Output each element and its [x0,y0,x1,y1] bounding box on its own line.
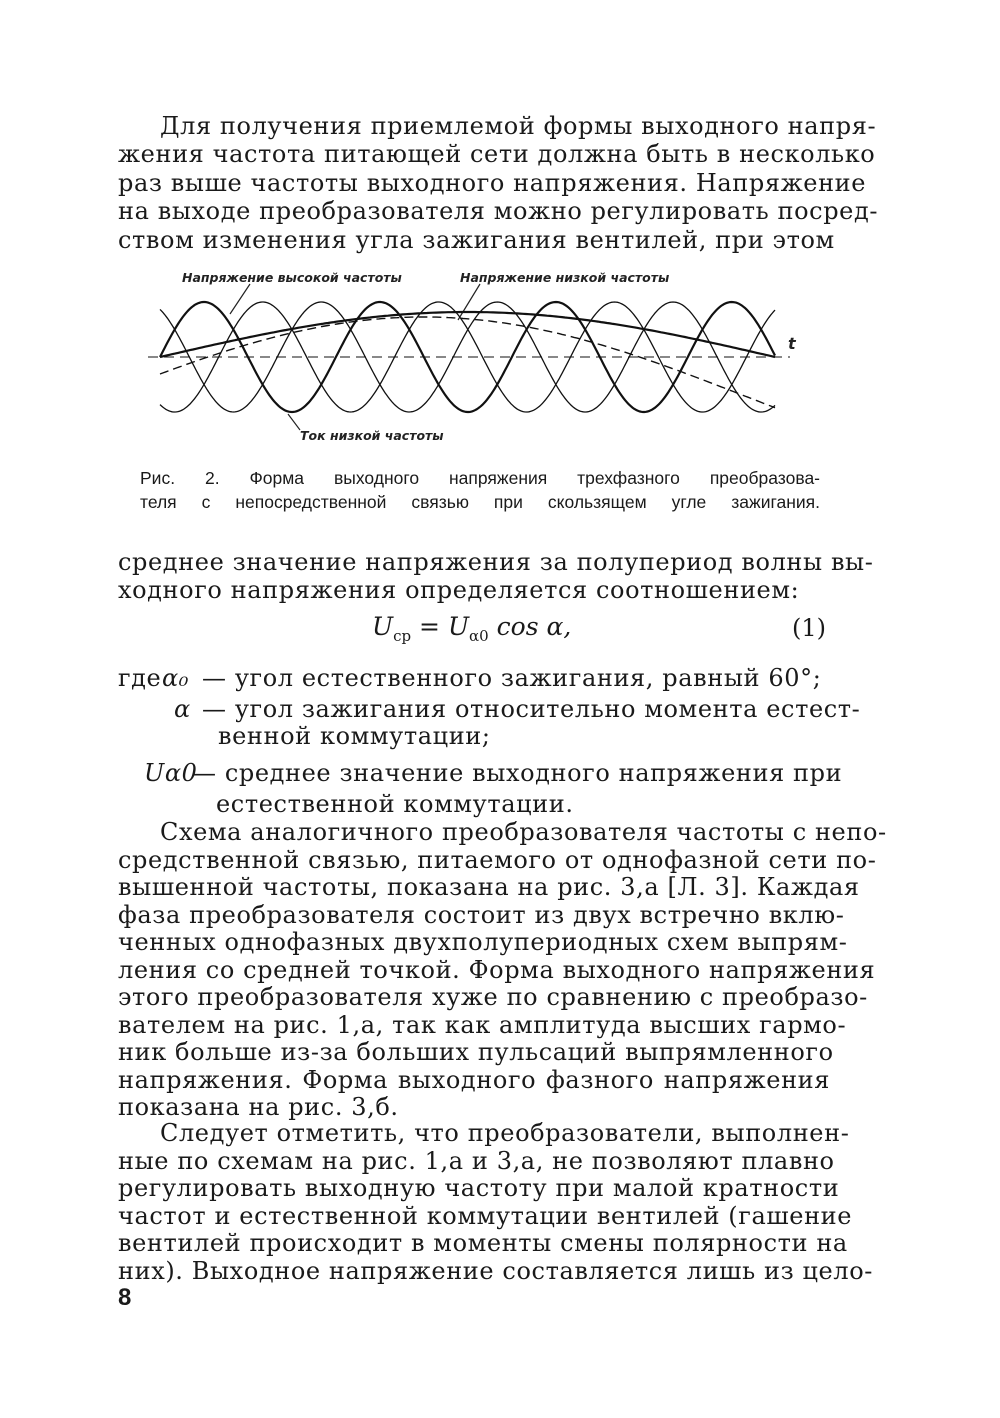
text-line: жения частота питающей сети должна быть в несколько [118,140,876,169]
text-line: на выходе преобразователя можно регулировать посред- [118,197,879,226]
pointer-line [288,414,300,430]
definition-item [118,664,830,693]
waveform-figure [140,262,820,452]
label-high-frequency: Напряжение высокой частоты [182,270,402,285]
label-low-frequency-current: Ток низкой частоты [300,428,444,443]
paragraph-4 [118,1119,873,1285]
text-line: напряжения. Форма выходного фазного напряжения [118,1065,830,1094]
formula-lhs: U [372,612,394,641]
text-line: Следует отметить, что преобразователи, выполнен- [160,1119,850,1147]
definition-item [118,759,843,819]
definition-text-cont: венной коммутации; [218,722,491,750]
definition-symbol: α₀ [162,664,190,692]
text-line: ченных однофазных двухполупериодных схем выпрям- [118,928,848,956]
text-line: среднее значение напряжения за полупериод волны вы- [118,548,874,576]
text-line: Для получения приемлемой формы выходного напря- [160,112,877,140]
caption-line: Рис. 2. Форма выходного напряжения трехфазного преобразова- [140,468,820,488]
definition-text: — среднее значение выходного напряжения при [192,759,843,787]
paragraph-1 [118,112,879,254]
formula-rest: cos α, [488,612,572,641]
text-line: этого преобразователя хуже по сравнению с преобразо- [118,983,868,1011]
waveform-plot [140,262,820,452]
definition-text-cont: естественной коммутации. [216,790,574,818]
text-line: ством изменения угла зажигания вентилей, при этом [118,225,835,254]
pointer-line [458,284,480,320]
text-line: вателем на рис. 1,а, так как амплитуда высших гармо- [118,1010,847,1039]
text-line: вышенной частоты, показана на рис. 3,а [Л. 3]. Каждая [118,873,860,901]
caption-line: теля с непосредственной связью при скользящем угле зажигания. [140,492,820,512]
text-line: раз выше частоты выходного напряжения. Напряжение [118,168,867,197]
paragraph-3 [118,818,887,1122]
page-number: 8 [118,1284,132,1311]
definition-text: — угол естественного зажигания, равный 60°; [202,664,822,692]
axis-t-label: t [788,334,796,353]
equation-number: (1) [792,614,826,642]
text-line: ления со средней точкой. Форма выходного напряжения [118,955,876,984]
definition-text: — угол зажигания относительно момента естест- [202,695,861,723]
text-line: ходного напряжения определяется соотношением: [118,576,800,605]
text-line: частот и естественной коммутации вентилей (гашение [118,1201,853,1230]
definition-symbol: α [174,695,191,723]
formula-lhs-sub: ср [393,627,412,645]
formula-rhs: U [447,612,470,641]
formula [372,612,571,645]
text-line: Схема аналогичного преобразователя частоты с непо- [160,818,887,846]
definitions-list [118,664,861,819]
text-line: ные по схемам на рис. 1,а и 3,а, не позволяют плавно [118,1146,835,1175]
text-line: ник больше из-за больших пульсаций выпрямленного [118,1038,834,1066]
text-line: вентилей происходит в моменты смены полярности на [118,1229,848,1257]
definition-item [118,695,861,753]
definition-symbol: Uα0 [144,759,198,787]
figure-caption [140,466,820,514]
formula-rhs-sub: α0 [469,627,489,645]
definition-prefix: где [118,664,162,692]
text-line: показана на рис. 3,б. [118,1093,399,1121]
text-line: фаза преобразователя состоит из двух встречно вклю- [118,900,845,929]
paragraph-2 [118,548,874,605]
text-line: средственной связью, питаемого от однофазной сети по- [118,845,877,874]
formula-eq: = [411,612,448,641]
text-line: них). Выходное напряжение составляется лишь из цело- [118,1256,873,1285]
label-low-frequency: Напряжение низкой частоты [460,270,670,285]
text-line: регулировать выходную частоту при малой кратности [118,1174,840,1202]
